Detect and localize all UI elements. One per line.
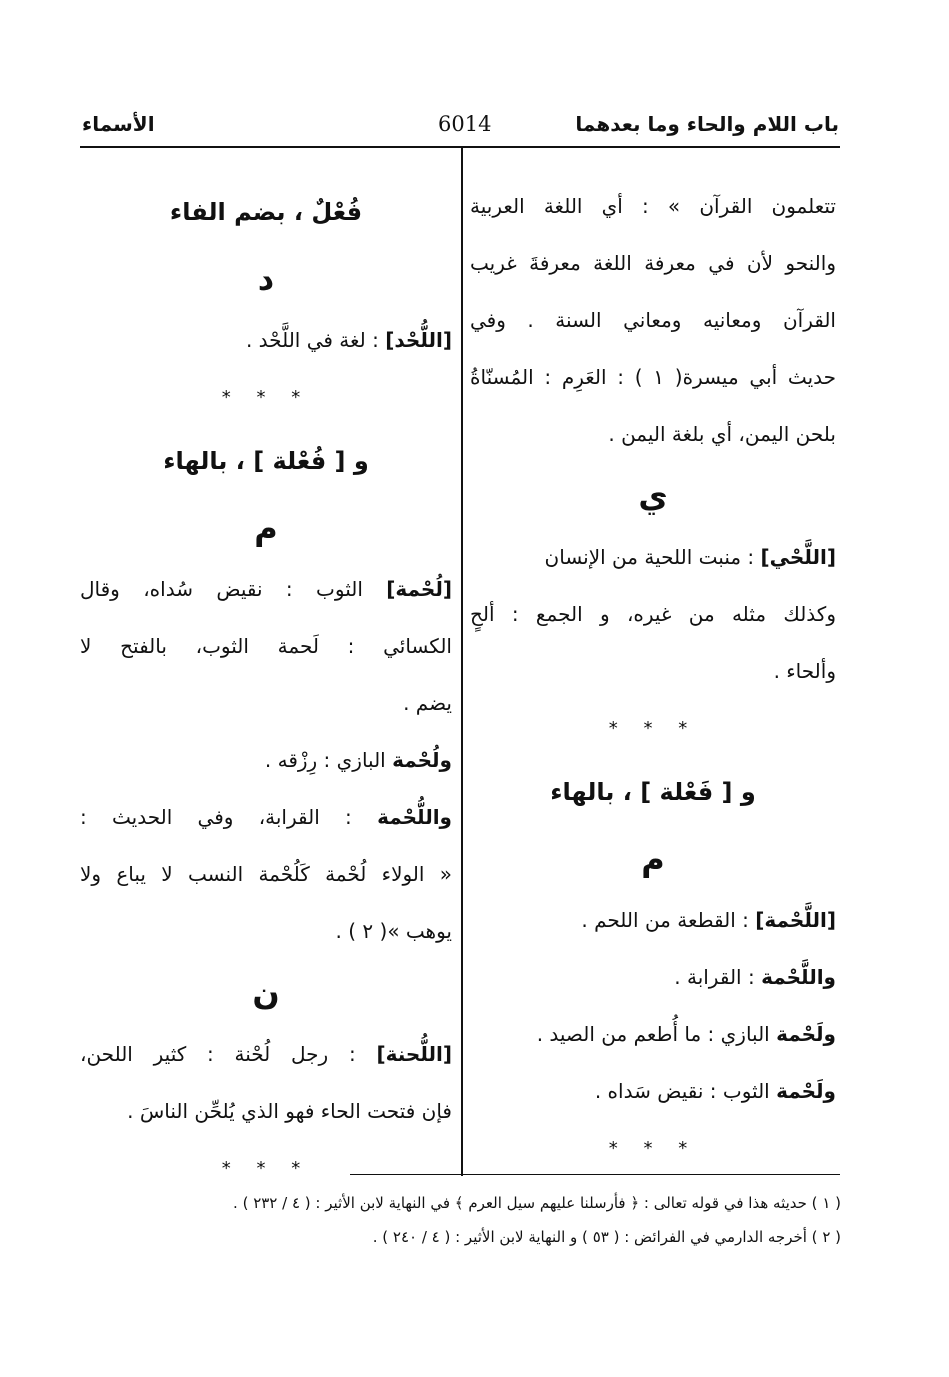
entry-luhana [80,1026,452,1083]
right-column [470,178,836,1178]
entry-lahma-qaraba [470,949,836,1006]
footnotes [141,1186,841,1254]
entry-text: الثوب : نقيض سَداه . [594,1079,777,1103]
entry-text: البازي : رِزْقه . [264,748,393,772]
section-title: الأسماء [82,112,155,136]
entry-lahy [470,529,836,586]
letter-heading-nun: ن [252,974,280,1012]
entry-luhma [80,561,452,618]
entry-text: : القطعة من اللحم . [581,908,756,932]
entry-term: [اللُّحْد] [385,328,452,352]
letter-heading-ya: ي [638,477,668,515]
entry-lahma-thawb [470,1063,836,1120]
pattern-heading: و [ فَعْلة ] ، بالهاء [550,778,756,806]
text-line: وألحاء . [773,659,836,683]
entry-text: : القرابة . [674,965,762,989]
left-column [80,178,452,1198]
text-line: حديث أبي ميسرة( ١ ) : العَرِم : المُسنّاةُ [470,365,836,389]
letter-heading-mim: م [254,509,278,547]
section-separator: * * * [221,1158,311,1179]
entry-luhma-qaraba [80,789,452,846]
entry-text: : منبت اللحية من الإنسان [544,545,761,569]
text-line: تتعلمون القرآن » : أي اللغة العربية [470,194,836,218]
entry-luhd [80,312,452,369]
hadith-line: يوهب »( ٢ ) . [335,919,452,943]
pattern-heading: فُعْلٌ ، بضم الفاء [169,198,363,226]
footnote-rule [350,1174,840,1175]
text-line: والنحو لأن في معرفة اللغة معرفةَ غريب [470,251,836,275]
entry-term: ولُحْمة [392,748,452,772]
footnote: ( ١ ) حديثه هذا في قوله تعالى : ﴿ فأرسلنا عليهم سيل العرم ﴾ في النهاية لابن الأثير : ( ٤ / ٢٣٢ ) . [233,1194,841,1212]
header-rule [80,146,840,148]
letter-heading-mim: م [641,840,665,878]
entry-text: الثوب : نقيض سُداه، وقال [80,577,387,601]
section-separator: * * * [608,1138,698,1159]
entry-luhma-bazi [80,732,452,789]
text-line: فإن فتحت الحاء فهو الذي يُلحِّن الناسَ . [127,1099,452,1123]
column-divider [461,148,463,1176]
entry-term: ولَحْمة [776,1079,836,1103]
entry-term: [اللُّحنة] [376,1042,452,1066]
text-line: يضم . [403,691,452,715]
entry-term: [اللَّحْي] [760,545,836,569]
entry-text: : لغة في اللَّحْد . [245,328,386,352]
footnote: ( ٢ ) أخرجه الدارمي في الفرائض : ( ٥٣ ) و النهاية لابن الأثير : ( ٤ / ٢٤٠ ) . [372,1228,841,1246]
entry-term: [اللَّحْمة] [755,908,836,932]
chapter-title: باب اللام والحاء وما بعدهما [575,112,839,136]
pattern-heading: و [ فُعْلة ] ، بالهاء [163,447,369,475]
page-number: 6014 [438,112,492,136]
hadith-line: « الولاء لُحْمة كَلُحْمة النسب لا يباع ولا [80,862,452,886]
text-line: القرآن ومعانيه ومعاني السنة . وفي [470,308,836,332]
entry-term: واللُّحْمة [377,805,452,829]
entry-lahma-bazi [470,1006,836,1063]
entry-term: [لُحْمة] [386,577,452,601]
entry-term: ولَحْمة [776,1022,836,1046]
text-line: وكذلك مثله من غيره، و الجمع : ألحٍ [470,602,836,626]
section-separator: * * * [221,387,311,408]
entry-text: : رجل لُحْنة : كثير اللحن، [80,1042,377,1066]
entry-lahma [470,892,836,949]
text-line: الكسائي : لَحمة الثوب، بالفتح لا [80,634,452,658]
letter-heading-dal: د [257,260,275,298]
entry-term: واللَّحْمة [761,965,836,989]
text-line: بلحن اليمن، أي بلغة اليمن . [608,422,836,446]
entry-text: : القرابة، وفي الحديث : [80,805,378,829]
entry-text: البازي : ما أُطعم من الصيد . [536,1022,777,1046]
section-separator: * * * [608,718,698,739]
